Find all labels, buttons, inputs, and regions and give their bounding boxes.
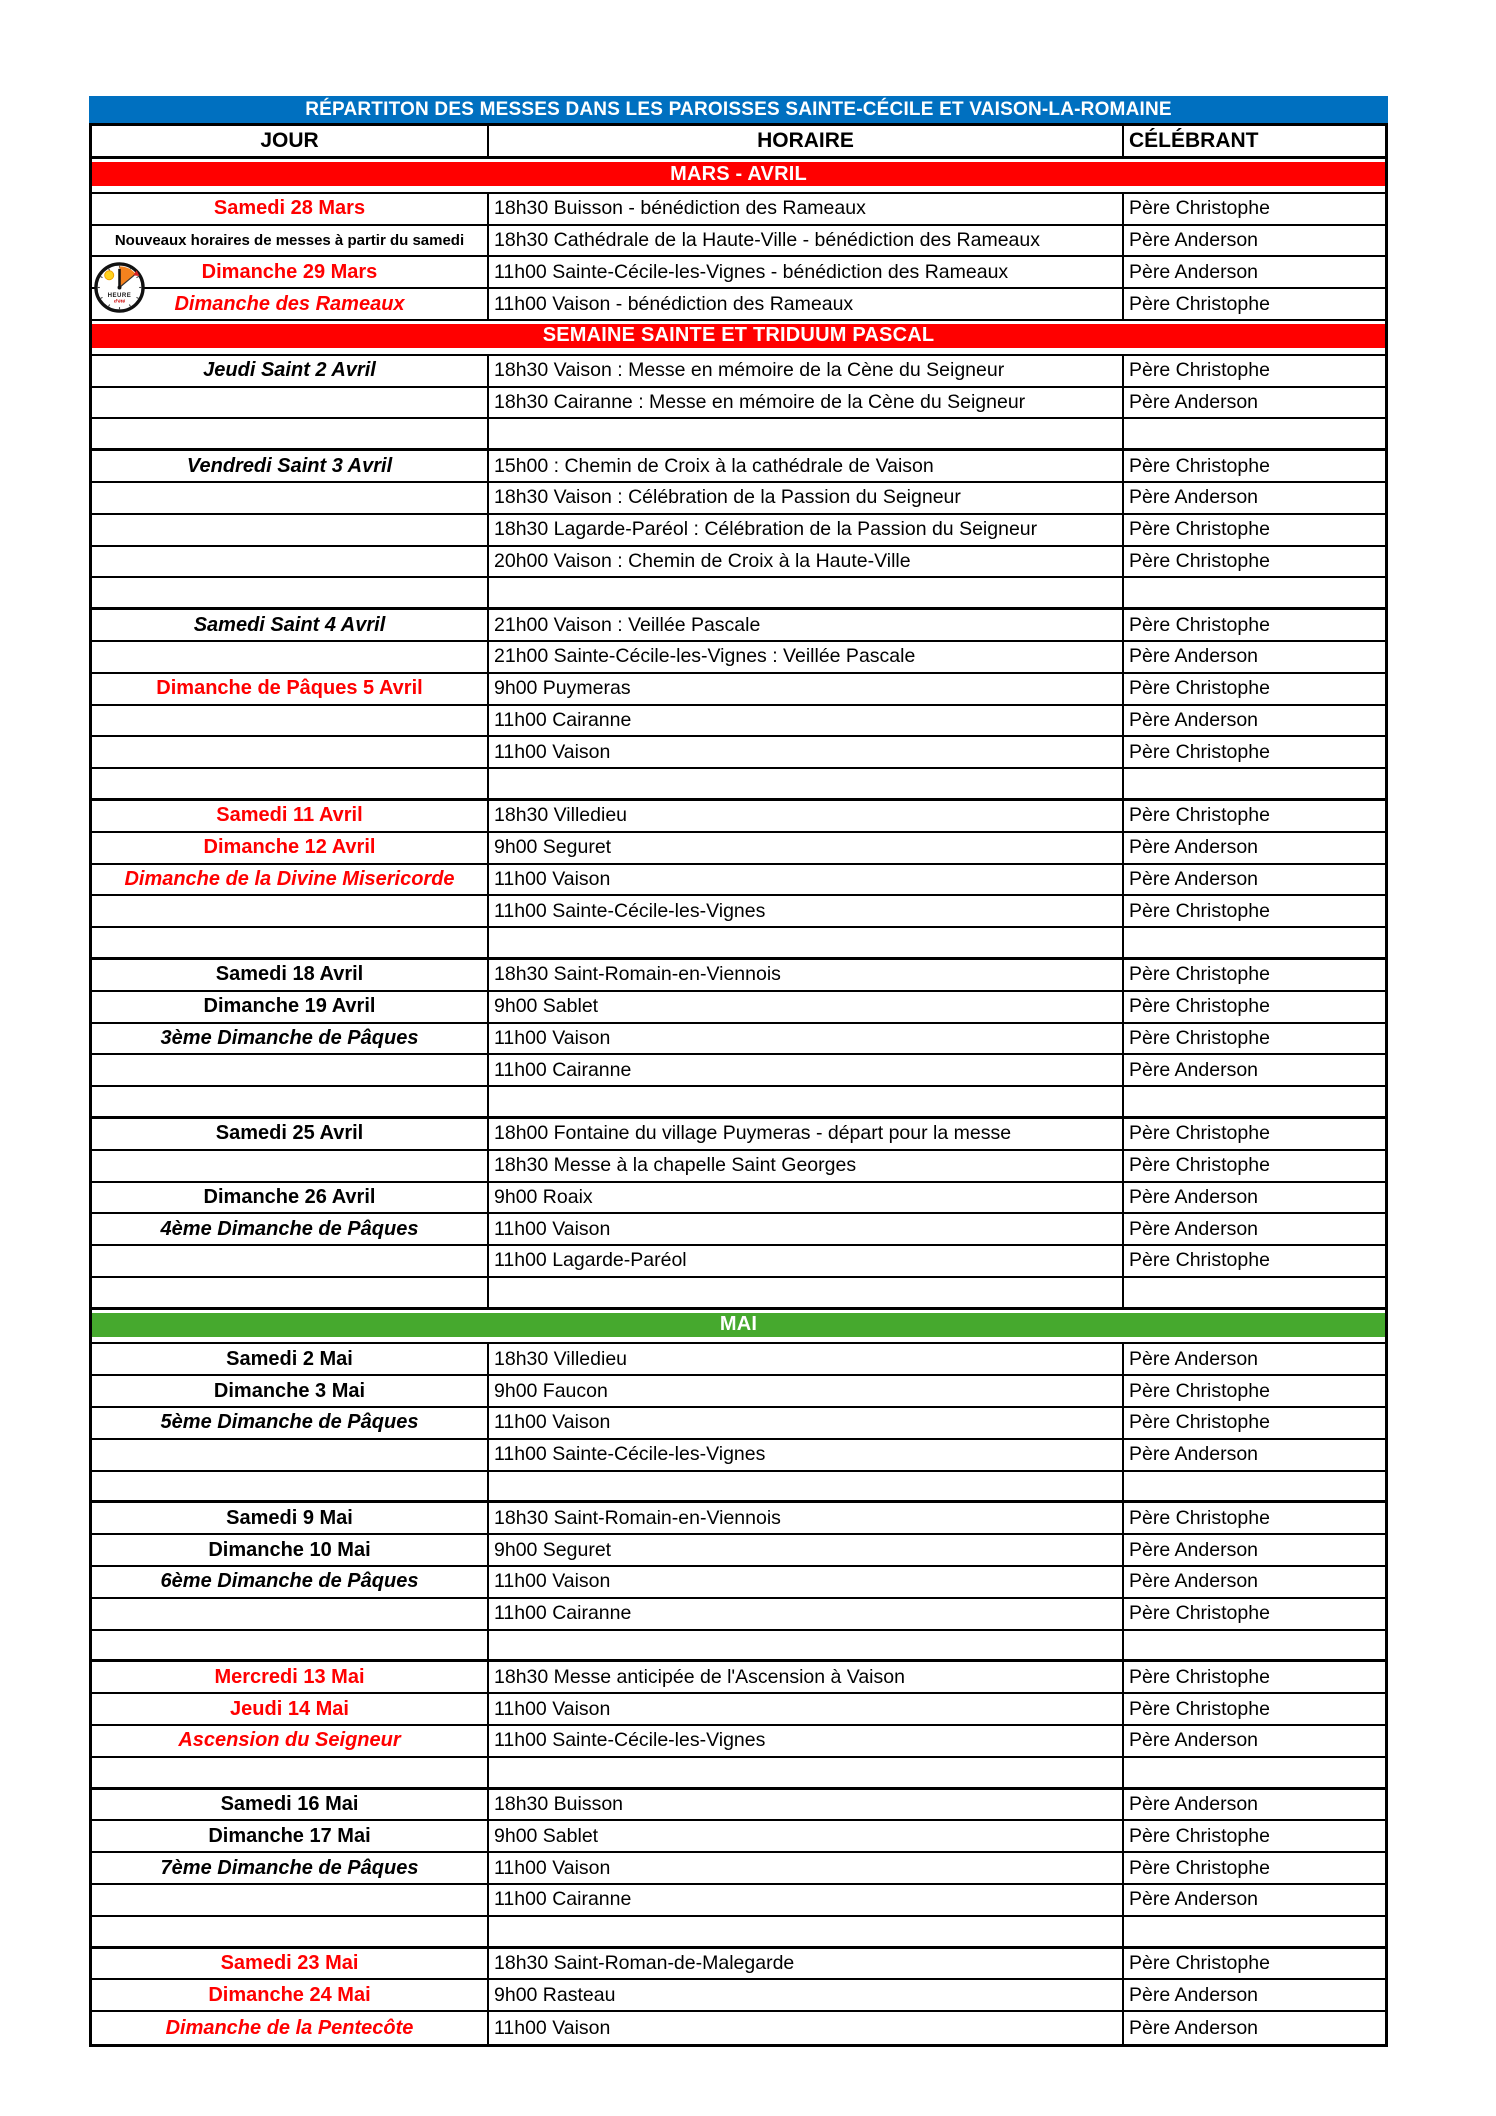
- time-location-cell: 9h00 Sablet: [489, 992, 1124, 1022]
- day-cell: [92, 896, 489, 926]
- time-location-cell: 15h00 : Chemin de Croix à la cathédrale de Vaison: [489, 451, 1124, 481]
- celebrant-cell: Père Christophe: [1129, 740, 1270, 763]
- time-location-cell: [489, 1917, 1124, 1946]
- time-location-cell: 11h00 Cairanne: [489, 1599, 1124, 1629]
- time-location-cell: [489, 769, 1124, 798]
- table-row: [92, 1567, 1385, 1599]
- celebrant-cell: Père Christophe: [1129, 677, 1270, 700]
- spacer-row: [92, 1087, 1385, 1119]
- table-row: [92, 1980, 1385, 2012]
- table-row: [92, 960, 1385, 992]
- day-cell: Samedi 25 Avril: [92, 1119, 489, 1149]
- celebrant-cell: Père Christophe: [1129, 1026, 1270, 1049]
- column-header-horaire: HORAIRE: [489, 126, 1124, 156]
- column-header-celebrant: CÉLÉBRANT: [1129, 129, 1259, 152]
- table-row: [92, 1503, 1385, 1535]
- celebrant-cell: Père Anderson: [1129, 486, 1259, 509]
- celebrant-cell: Père Christophe: [1129, 899, 1270, 922]
- celebrant-cell: Père Anderson: [1129, 1793, 1259, 1816]
- day-cell: [92, 1087, 489, 1116]
- time-location-cell: 18h30 Buisson - bénédiction des Rameaux: [489, 194, 1124, 224]
- table-row: [92, 642, 1385, 674]
- celebrant-cell: Père Anderson: [1129, 708, 1259, 731]
- celebrant-cell: Père Christophe: [1129, 1379, 1270, 1402]
- time-location-cell: 18h30 Lagarde-Paréol : Célébration de la Passion du Seigneur: [489, 515, 1124, 545]
- day-cell: Dimanche 10 Mai: [92, 1535, 489, 1565]
- time-location-cell: [489, 1278, 1124, 1307]
- table-row: [92, 1440, 1385, 1472]
- time-location-cell: 11h00 Vaison: [489, 1408, 1124, 1438]
- time-location-cell: 11h00 Vaison: [489, 1694, 1124, 1724]
- day-cell: [92, 706, 489, 736]
- spacer-row: [92, 928, 1385, 960]
- celebrant-cell: Père Anderson: [1129, 836, 1259, 859]
- daylight-saving-clock-icon: [93, 261, 146, 314]
- time-location-cell: 11h00 Cairanne: [489, 1885, 1124, 1915]
- day-cell: Samedi Saint 4 Avril: [92, 610, 489, 640]
- spacer-row: [92, 419, 1385, 451]
- table-body: [92, 162, 1385, 2044]
- day-cell: [92, 737, 489, 767]
- table-row: [92, 833, 1385, 865]
- day-cell: [92, 928, 489, 957]
- celebrant-cell: Père Anderson: [1129, 645, 1259, 668]
- celebrant-cell: Père Christophe: [1129, 1952, 1270, 1975]
- day-cell: Dimanche de la Pentecôte: [92, 2012, 489, 2044]
- day-cell: Dimanche 12 Avril: [92, 833, 489, 863]
- celebrant-cell: Père Anderson: [1129, 1443, 1259, 1466]
- time-location-cell: [489, 1631, 1124, 1660]
- celebrant-cell: Père Christophe: [1129, 1122, 1270, 1145]
- time-location-cell: 11h00 Sainte-Cécile-les-Vignes: [489, 1726, 1124, 1756]
- celebrant-cell: Père Anderson: [1129, 2016, 1259, 2039]
- table-row: [92, 1885, 1385, 1917]
- table-row: [92, 610, 1385, 642]
- celebrant-cell: Père Christophe: [1129, 1411, 1270, 1434]
- day-cell: Nouveaux horaires de messes à partir du samedi: [92, 226, 489, 256]
- section-band-label: MAI: [92, 1313, 1385, 1337]
- table-row: [92, 1246, 1385, 1278]
- day-cell: Jeudi 14 Mai: [92, 1694, 489, 1724]
- celebrant-cell: Père Christophe: [1129, 804, 1270, 827]
- day-cell: [92, 483, 489, 513]
- time-location-cell: 11h00 Vaison: [489, 1214, 1124, 1244]
- day-cell: Dimanche 24 Mai: [92, 1980, 489, 2010]
- table-row: [92, 388, 1385, 420]
- time-location-cell: 11h00 Sainte-Cécile-les-Vignes - bénédiction des Rameaux: [489, 257, 1124, 287]
- time-location-cell: 18h30 Saint-Romain-en-Viennois: [489, 960, 1124, 990]
- day-cell: Dimanche de la Divine Misericorde: [92, 865, 489, 895]
- table-row: [92, 706, 1385, 738]
- table-row: [92, 737, 1385, 769]
- time-location-cell: 11h00 Vaison: [489, 2012, 1124, 2044]
- day-cell: 5ème Dimanche de Pâques: [92, 1408, 489, 1438]
- table-row: [92, 865, 1385, 897]
- time-location-cell: 9h00 Seguret: [489, 1535, 1124, 1565]
- day-cell: [92, 578, 489, 607]
- day-cell: [92, 419, 489, 448]
- time-location-cell: 11h00 Vaison: [489, 1567, 1124, 1597]
- celebrant-cell: Père Christophe: [1129, 963, 1270, 986]
- table-row: [92, 547, 1385, 579]
- time-location-cell: 18h30 Messe à la chapelle Saint Georges: [489, 1151, 1124, 1181]
- spacer-row: [92, 1278, 1385, 1310]
- time-location-cell: 11h00 Vaison: [489, 1853, 1124, 1883]
- time-location-cell: 18h30 Buisson: [489, 1790, 1124, 1820]
- day-cell: Dimanche 29 Mars: [92, 257, 489, 287]
- time-location-cell: 18h00 Fontaine du village Puymeras - départ pour la messe: [489, 1119, 1124, 1149]
- celebrant-cell: Père Anderson: [1129, 1888, 1259, 1911]
- time-location-cell: 21h00 Vaison : Veillée Pascale: [489, 610, 1124, 640]
- celebrant-cell: Père Christophe: [1129, 197, 1270, 220]
- celebrant-cell: Père Anderson: [1129, 1347, 1259, 1370]
- table-row: [92, 226, 1385, 258]
- day-cell: [92, 1917, 489, 1946]
- celebrant-cell: Père Anderson: [1129, 260, 1259, 283]
- day-cell: [92, 547, 489, 577]
- day-cell: [92, 1278, 489, 1307]
- document-title: RÉPARTITON DES MESSES DANS LES PAROISSES SAINTE-CÉCILE ET VAISON-LA-ROMAINE: [89, 96, 1388, 123]
- celebrant-cell: [1124, 1087, 1385, 1116]
- celebrant-cell: Père Anderson: [1129, 1729, 1259, 1752]
- celebrant-cell: Père Christophe: [1129, 1697, 1270, 1720]
- day-cell: Samedi 23 Mai: [92, 1949, 489, 1979]
- spacer-row: [92, 1917, 1385, 1949]
- table-row: [92, 1214, 1385, 1246]
- celebrant-cell: Père Christophe: [1129, 549, 1270, 572]
- celebrant-cell: [1124, 1758, 1385, 1787]
- day-cell: [92, 1440, 489, 1470]
- celebrant-cell: Père Anderson: [1129, 390, 1259, 413]
- day-cell: Samedi 16 Mai: [92, 1790, 489, 1820]
- table-row: [92, 1949, 1385, 1981]
- time-location-cell: 9h00 Sablet: [489, 1821, 1124, 1851]
- time-location-cell: 9h00 Puymeras: [489, 674, 1124, 704]
- celebrant-cell: [1124, 578, 1385, 607]
- clock-icon-sublabel: d'été: [113, 299, 126, 305]
- day-cell: Samedi 2 Mai: [92, 1344, 489, 1374]
- day-cell: Ascension du Seigneur: [92, 1726, 489, 1756]
- table-row: [92, 1853, 1385, 1885]
- table-row: [92, 1119, 1385, 1151]
- table-row: [92, 674, 1385, 706]
- celebrant-cell: Père Anderson: [1129, 228, 1259, 251]
- spacer-row: [92, 1631, 1385, 1663]
- celebrant-cell: [1124, 1917, 1385, 1946]
- time-location-cell: 11h00 Sainte-Cécile-les-Vignes: [489, 896, 1124, 926]
- time-location-cell: 11h00 Sainte-Cécile-les-Vignes: [489, 1440, 1124, 1470]
- day-cell: Dimanche 17 Mai: [92, 1821, 489, 1851]
- table-row: [92, 1662, 1385, 1694]
- time-location-cell: 9h00 Faucon: [489, 1376, 1124, 1406]
- time-location-cell: [489, 928, 1124, 957]
- time-location-cell: 18h30 Villedieu: [489, 1344, 1124, 1374]
- table-row: [92, 1599, 1385, 1631]
- celebrant-cell: Père Anderson: [1129, 1983, 1259, 2006]
- table-row: [92, 1821, 1385, 1853]
- day-cell: Samedi 9 Mai: [92, 1503, 489, 1533]
- table-row: [92, 1408, 1385, 1440]
- time-location-cell: 11h00 Vaison - bénédiction des Rameaux: [489, 289, 1124, 319]
- section-band: [92, 162, 1385, 194]
- celebrant-cell: Père Christophe: [1129, 1856, 1270, 1879]
- celebrant-cell: Père Christophe: [1129, 1506, 1270, 1529]
- celebrant-cell: [1124, 769, 1385, 798]
- celebrant-cell: [1124, 928, 1385, 957]
- table-box: [89, 123, 1388, 2047]
- celebrant-cell: Père Christophe: [1129, 518, 1270, 541]
- table-row: [92, 1344, 1385, 1376]
- table-row: [92, 1055, 1385, 1087]
- day-cell: [92, 1055, 489, 1085]
- day-cell: [92, 1758, 489, 1787]
- day-cell: [92, 1151, 489, 1181]
- table-row: [92, 801, 1385, 833]
- table-row: [92, 356, 1385, 388]
- section-band-label: MARS - AVRIL: [92, 162, 1385, 186]
- time-location-cell: 18h30 Cathédrale de la Haute-Ville - bénédiction des Rameaux: [489, 226, 1124, 256]
- celebrant-cell: Père Christophe: [1129, 995, 1270, 1018]
- day-cell: Samedi 28 Mars: [92, 194, 489, 224]
- table-row: [92, 515, 1385, 547]
- table-row: [92, 1376, 1385, 1408]
- table-row: [92, 451, 1385, 483]
- day-cell: 4ème Dimanche de Pâques: [92, 1214, 489, 1244]
- day-cell: Dimanche de Pâques 5 Avril: [92, 674, 489, 704]
- day-cell: [92, 1599, 489, 1629]
- celebrant-cell: Père Anderson: [1129, 1185, 1259, 1208]
- time-location-cell: 11h00 Vaison: [489, 1024, 1124, 1054]
- spacer-row: [92, 769, 1385, 801]
- time-location-cell: 11h00 Cairanne: [489, 706, 1124, 736]
- time-location-cell: 18h30 Messe anticipée de l'Ascension à Vaison: [489, 1662, 1124, 1692]
- day-cell: 6ème Dimanche de Pâques: [92, 1567, 489, 1597]
- day-cell: [92, 1246, 489, 1276]
- celebrant-cell: Père Christophe: [1129, 359, 1270, 382]
- table-row: [92, 1024, 1385, 1056]
- time-location-cell: 21h00 Sainte-Cécile-les-Vignes : Veillée Pascale: [489, 642, 1124, 672]
- table-row: [92, 1535, 1385, 1567]
- celebrant-cell: Père Christophe: [1129, 1154, 1270, 1177]
- section-band: [92, 1313, 1385, 1345]
- day-cell: Samedi 18 Avril: [92, 960, 489, 990]
- day-cell: [92, 769, 489, 798]
- celebrant-cell: Père Anderson: [1129, 1058, 1259, 1081]
- table-row: [92, 2012, 1385, 2044]
- day-cell: [92, 1631, 489, 1660]
- celebrant-cell: Père Christophe: [1129, 1665, 1270, 1688]
- column-header-jour: JOUR: [92, 126, 489, 156]
- day-cell: 7ème Dimanche de Pâques: [92, 1853, 489, 1883]
- table-row: [92, 992, 1385, 1024]
- table-row: [92, 896, 1385, 928]
- table-row: [92, 194, 1385, 226]
- celebrant-cell: [1124, 1472, 1385, 1501]
- day-cell: Dimanche des Rameaux: [92, 289, 489, 319]
- clock-icon-label: HEURE: [107, 291, 132, 299]
- time-location-cell: [489, 578, 1124, 607]
- table-row: [92, 483, 1385, 515]
- time-location-cell: 11h00 Cairanne: [489, 1055, 1124, 1085]
- day-cell: [92, 1472, 489, 1501]
- celebrant-cell: Père Christophe: [1129, 1602, 1270, 1625]
- celebrant-cell: Père Christophe: [1129, 1824, 1270, 1847]
- time-location-cell: 20h00 Vaison : Chemin de Croix à la Haute-Ville: [489, 547, 1124, 577]
- table-row: [92, 1694, 1385, 1726]
- day-cell: [92, 515, 489, 545]
- celebrant-cell: Père Anderson: [1129, 867, 1259, 890]
- time-location-cell: 9h00 Roaix: [489, 1183, 1124, 1213]
- spacer-row: [92, 1758, 1385, 1790]
- table-row: [92, 1726, 1385, 1758]
- section-band-label: SEMAINE SAINTE ET TRIDUUM PASCAL: [92, 324, 1385, 348]
- day-cell: [92, 642, 489, 672]
- table-row: [92, 1151, 1385, 1183]
- spacer-row: [92, 1472, 1385, 1504]
- day-cell: Dimanche 26 Avril: [92, 1183, 489, 1213]
- celebrant-cell: Père Christophe: [1129, 454, 1270, 477]
- time-location-cell: 18h30 Saint-Roman-de-Malegarde: [489, 1949, 1124, 1979]
- time-location-cell: [489, 1758, 1124, 1787]
- day-cell: 3ème Dimanche de Pâques: [92, 1024, 489, 1054]
- day-cell: [92, 388, 489, 418]
- celebrant-cell: [1124, 1278, 1385, 1307]
- table-row: [92, 1790, 1385, 1822]
- time-location-cell: 18h30 Villedieu: [489, 801, 1124, 831]
- celebrant-cell: Père Anderson: [1129, 1538, 1259, 1561]
- day-cell: Dimanche 3 Mai: [92, 1376, 489, 1406]
- celebrant-cell: Père Christophe: [1129, 292, 1270, 315]
- time-location-cell: [489, 1472, 1124, 1501]
- time-location-cell: [489, 1087, 1124, 1116]
- table-row: [92, 289, 1385, 321]
- time-location-cell: [489, 419, 1124, 448]
- time-location-cell: 11h00 Vaison: [489, 737, 1124, 767]
- time-location-cell: 11h00 Lagarde-Paréol: [489, 1246, 1124, 1276]
- day-cell: Mercredi 13 Mai: [92, 1662, 489, 1692]
- time-location-cell: 11h00 Vaison: [489, 865, 1124, 895]
- celebrant-cell: Père Anderson: [1129, 1217, 1259, 1240]
- time-location-cell: 9h00 Rasteau: [489, 1980, 1124, 2010]
- celebrant-cell: [1124, 419, 1385, 448]
- time-location-cell: 18h30 Saint-Romain-en-Viennois: [489, 1503, 1124, 1533]
- spacer-row: [92, 578, 1385, 610]
- celebrant-cell: Père Christophe: [1129, 613, 1270, 636]
- mass-schedule-table: [89, 96, 1388, 2047]
- day-cell: Jeudi Saint 2 Avril: [92, 356, 489, 386]
- celebrant-cell: Père Anderson: [1129, 1570, 1259, 1593]
- day-cell: Samedi 11 Avril: [92, 801, 489, 831]
- day-cell: [92, 1885, 489, 1915]
- time-location-cell: 9h00 Seguret: [489, 833, 1124, 863]
- section-band: [92, 324, 1385, 356]
- table-row: [92, 257, 1385, 289]
- table-header-row: [92, 126, 1385, 159]
- sun-icon: [105, 271, 114, 280]
- day-cell: Vendredi Saint 3 Avril: [92, 451, 489, 481]
- day-cell: Dimanche 19 Avril: [92, 992, 489, 1022]
- time-location-cell: 18h30 Vaison : Célébration de la Passion du Seigneur: [489, 483, 1124, 513]
- table-row: [92, 1183, 1385, 1215]
- time-location-cell: 18h30 Cairanne : Messe en mémoire de la Cène du Seigneur: [489, 388, 1124, 418]
- time-location-cell: 18h30 Vaison : Messe en mémoire de la Cène du Seigneur: [489, 356, 1124, 386]
- celebrant-cell: Père Christophe: [1129, 1249, 1270, 1272]
- celebrant-cell: [1124, 1631, 1385, 1660]
